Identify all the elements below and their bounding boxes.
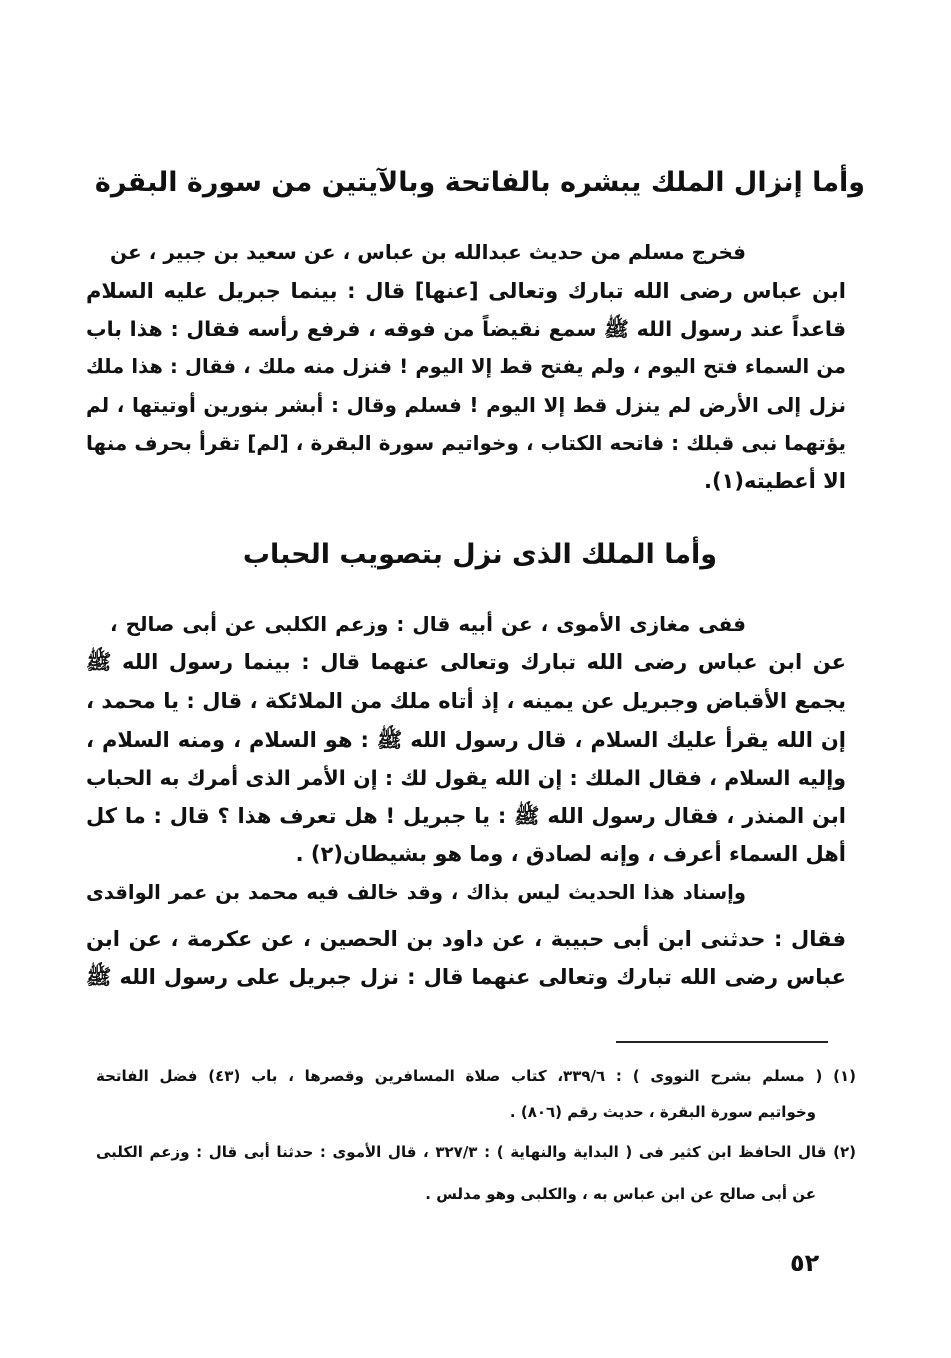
footnote-line: (٢) قال الحافظ ابن كثير فى ( البداية والنهاية ) : ٣٢٧/٣ ، قال الأموى : حدثنا أبى قال : وزعم الكلبى (96, 1143, 856, 1161)
footnote-line: عن أبى صالح عن ابن عباس به ، والكلبى وهو مدلس . (425, 1185, 816, 1203)
footnote-line: وخواتيم سورة البقرة ، حديث رقم (٨٠٦) . (509, 1103, 816, 1121)
text-line: وإسناد هذا الحديث ليس بذاك ، وقد خالف فيه محمد بن عمر الواقدى (86, 881, 746, 904)
text-line: أهل السماء أعرف ، وإنه لصادق ، وما هو بشيطان(٢) . (295, 842, 846, 866)
text-line: نزل إلى الأرض لم ينزل قط إلا اليوم ! فسلم وقال : أبشر بنورين أوتيتها ، لم (86, 393, 846, 417)
text-line: ففى مغازى الأموى ، عن أبيه قال : وزعم الكلبى عن أبى صالح ، (110, 612, 746, 636)
section-heading-hubab: وأما الملك الذى نزل بتصويب الحباب (242, 539, 718, 570)
text-line: عباس رضى الله تبارك وتعالى عنهما قال : نزل جبريل على رسول الله ﷺ (86, 965, 846, 989)
text-line: وإليه السلام ، فقال الملك : إن الله يقول لك : إن الأمر الذى أمرك به الحباب (86, 766, 846, 790)
text-line: يجمع الأقباض وجبريل عن يمينه ، إذ أتاه ملك من الملائكة ، قال : يا محمد ، (86, 689, 846, 713)
footnote-line: (١) ( مسلم بشرح النووى ) : ٣٣٩/٦، كتاب صلاة المسافرين وقصرها ، باب (٤٣) فضل الفاتحة (96, 1067, 856, 1085)
text-line: ابن المنذر ، فقال رسول الله ﷺ : يا جبريل ! هل تعرف هذا ؟ قال : ما كل (86, 804, 846, 828)
text-line: فخرج مسلم من حديث عبدالله بن عباس ، عن سعيد بن جبير ، عن (110, 240, 746, 264)
page-number: ٥٢ (790, 1249, 820, 1277)
footnote-separator (616, 1041, 828, 1043)
text-line: فقال : حدثنى ابن أبى حبيبة ، عن داود بن الحصين ، عن عكرمة ، عن ابن (86, 927, 846, 951)
text-line: يؤتهما نبى قبلك : فاتحه الكتاب ، وخواتيم سورة البقرة ، [لم] تقرأ بحرف منها (86, 431, 846, 455)
text-line: عن ابن عباس رضى الله تبارك وتعالى عنهما قال : بينما رسول الله ﷺ (86, 650, 846, 674)
text-line: إن الله يقرأ عليك السلام ، قال رسول الله ﷺ : هو السلام ، ومنه السلام ، (86, 728, 846, 752)
text-line: قاعداً عند رسول الله ﷺ سمع نقيضاً من فوقه ، فرفع رأسه فقال : هذا باب (86, 317, 846, 341)
section-heading-fatiha: وأما إنزال الملك يبشره بالفاتحة وبالآيتين من سورة البقرة (94, 167, 866, 198)
text-line: من السماء فتح اليوم ، ولم يفتح قط إلا اليوم ! فنزل منه ملك ، فقال : هذا ملك (86, 355, 846, 378)
text-line: الا أعطيته(١). (703, 469, 846, 493)
text-line: ابن عباس رضى الله تبارك وتعالى [عنها] قال : بينما جبريل عليه السلام (86, 279, 846, 303)
